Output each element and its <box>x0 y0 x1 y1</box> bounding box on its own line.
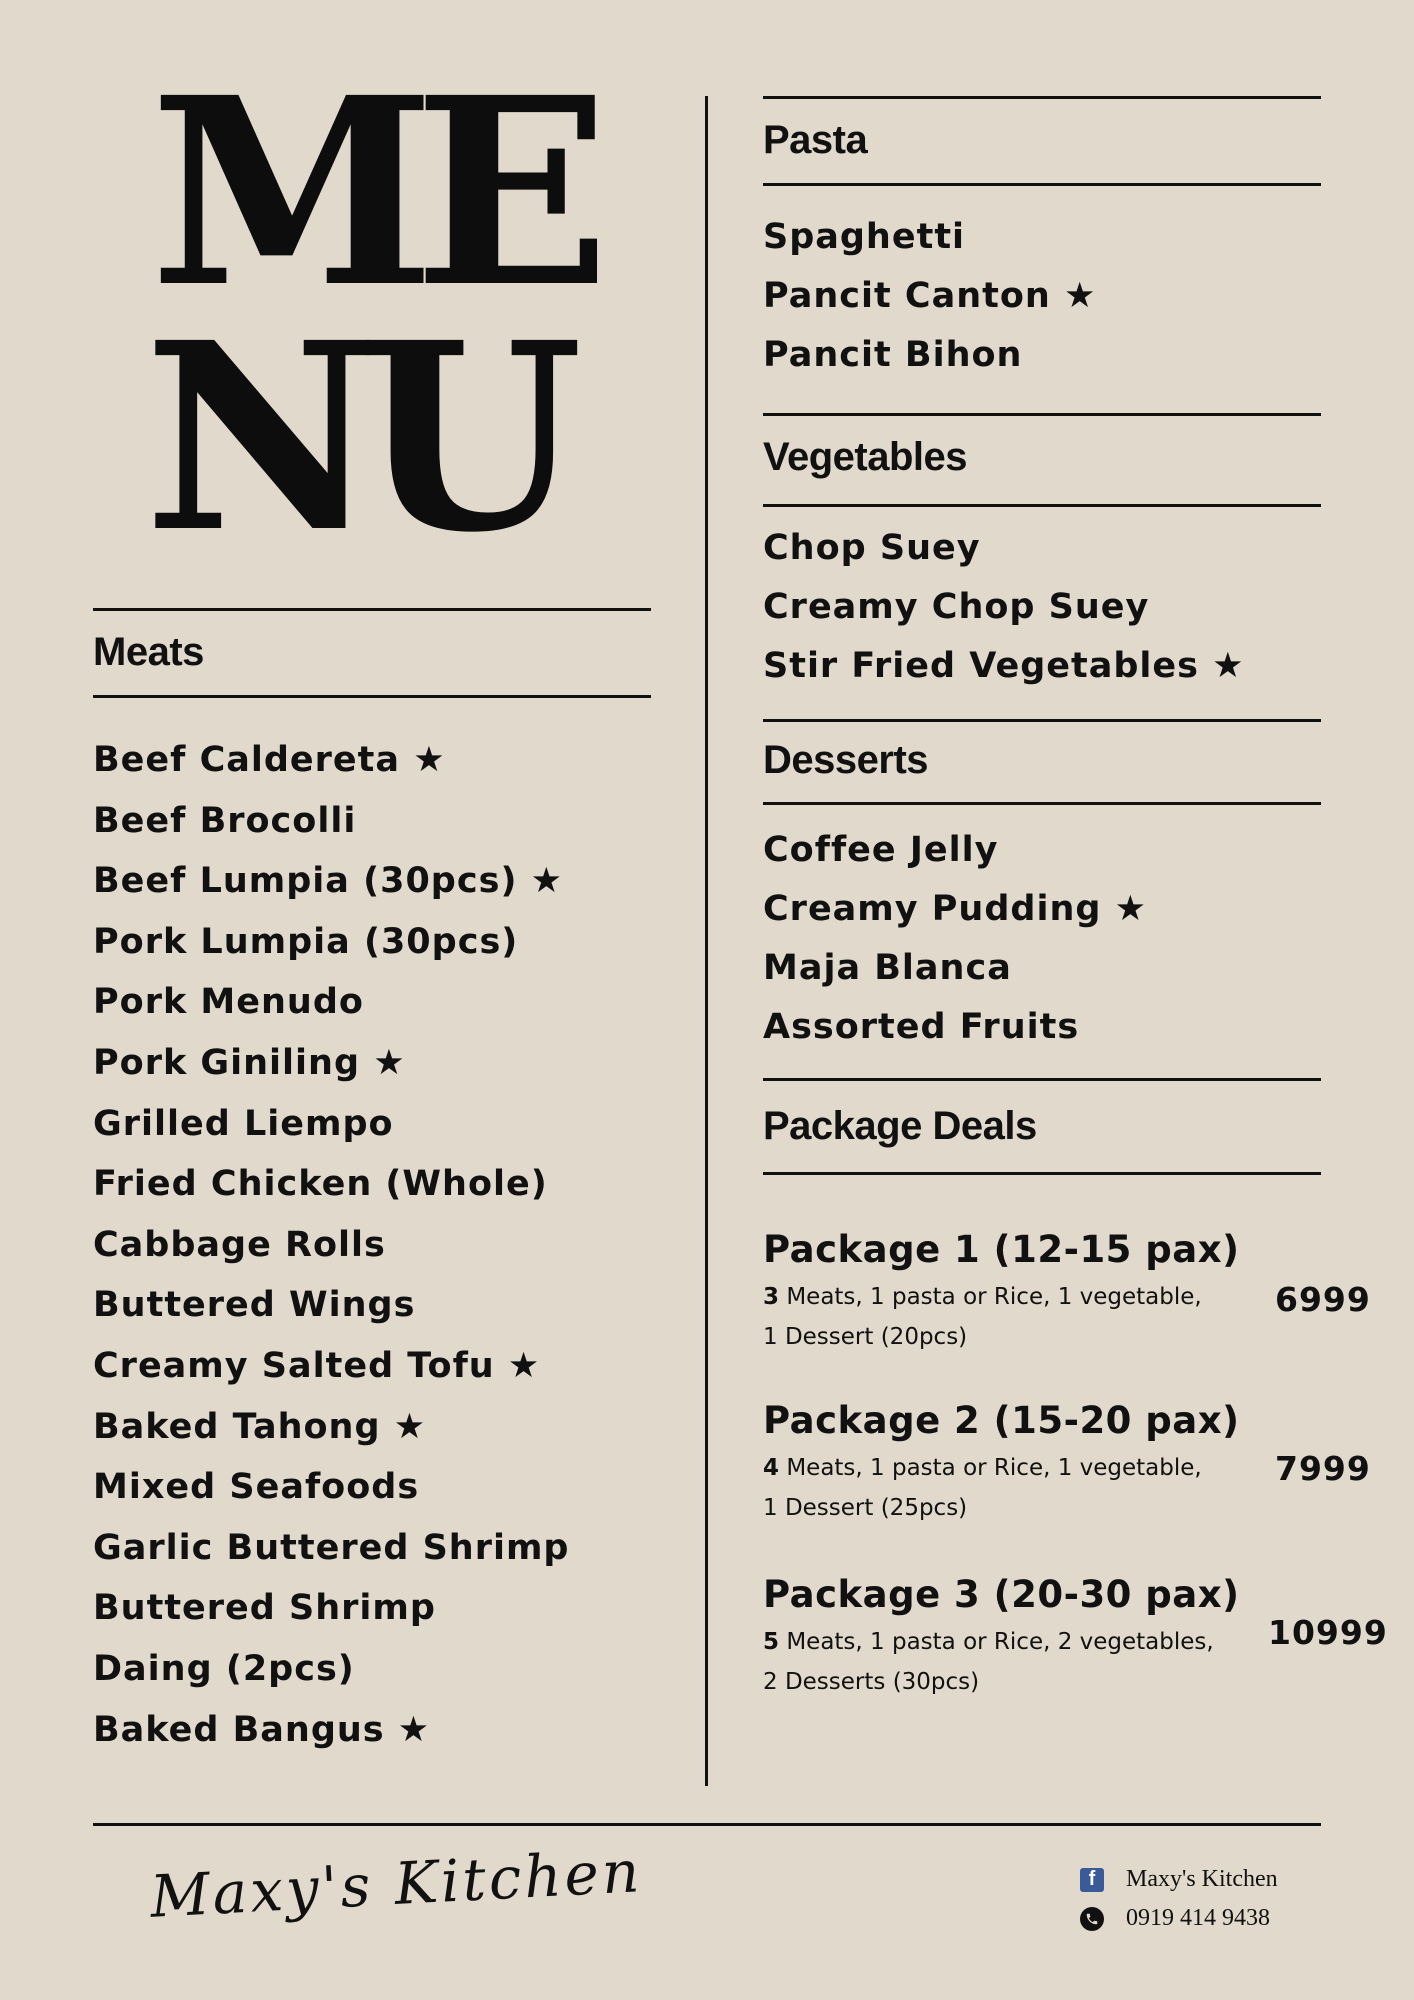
list-item: Garlic Buttered Shrimp <box>93 1527 570 1568</box>
list-item: Creamy Chop Suey <box>763 587 1150 627</box>
facebook-icon: f <box>1080 1868 1104 1892</box>
list-item: Daing (2pcs) <box>93 1648 355 1689</box>
footer-rule <box>93 1823 1321 1826</box>
menu-title <box>144 41 600 589</box>
list-item: Beef Caldereta ★ <box>93 740 446 780</box>
list-item: Pancit Bihon <box>763 335 1023 375</box>
desserts-list <box>763 821 1147 1057</box>
package-desc-line2: 2 Desserts (30pcs) <box>763 1669 980 1695</box>
list-item: Pork Menudo <box>93 982 364 1023</box>
list-item: Chop Suey <box>763 528 981 568</box>
package-description <box>763 1448 1243 1528</box>
desserts-rule-bottom <box>763 802 1321 805</box>
package-desc-line1: Meats, 1 pasta or Rice, 1 vegetable, <box>779 1284 1202 1310</box>
pasta-rule-bottom <box>763 183 1321 186</box>
pasta-list <box>763 208 1096 385</box>
list-item: Spaghetti <box>763 217 966 257</box>
list-item: Buttered Shrimp <box>93 1588 436 1629</box>
list-item: Mixed Seafoods <box>93 1467 420 1508</box>
package-description <box>763 1622 1243 1702</box>
list-item: Pork Lumpia (30pcs) <box>93 921 519 962</box>
package-2 <box>763 1399 1383 1528</box>
package-desc-line2: 1 Dessert (20pcs) <box>763 1324 968 1350</box>
desserts-rule-top <box>763 719 1321 722</box>
package-description <box>763 1277 1243 1357</box>
package-price: 10999 <box>1268 1613 1388 1652</box>
vegetables-heading: Vegetables <box>763 435 968 479</box>
pasta-rule-top <box>763 96 1321 99</box>
package-price: 6999 <box>1275 1280 1371 1319</box>
list-item: Assorted Fruits <box>763 1007 1080 1047</box>
phone-contact[interactable] <box>1080 1905 1270 1932</box>
meats-rule-bottom <box>93 695 651 698</box>
list-item: Creamy Salted Tofu ★ <box>93 1345 541 1386</box>
package-desc-line1: Meats, 1 pasta or Rice, 1 vegetable, <box>779 1455 1202 1481</box>
list-item: Cabbage Rolls <box>93 1224 386 1265</box>
package-desc-line2: 1 Dessert (25pcs) <box>763 1495 968 1521</box>
meats-rule-top <box>93 608 651 611</box>
desserts-heading: Desserts <box>763 738 929 782</box>
package-meat-count: 5 <box>763 1629 780 1655</box>
vegetables-list <box>763 519 1245 696</box>
meats-list <box>93 730 569 1760</box>
packages-rule-top <box>763 1078 1321 1081</box>
phone-number: 0919 414 9438 <box>1126 1905 1270 1931</box>
list-item: Maja Blanca <box>763 948 1012 988</box>
menu-title-line1: ME <box>150 41 589 344</box>
package-title: Package 1 (12-15 pax) <box>763 1228 1240 1271</box>
phone-icon <box>1080 1907 1104 1931</box>
list-item: Baked Tahong ★ <box>93 1406 427 1447</box>
list-item: Beef Lumpia (30pcs) ★ <box>93 861 564 902</box>
list-item: Pancit Canton ★ <box>763 276 1097 316</box>
column-divider <box>705 96 708 1786</box>
menu-title-line2: NU <box>144 286 561 589</box>
package-meat-count: 3 <box>763 1284 780 1310</box>
vegetables-rule-top <box>763 413 1321 416</box>
package-price: 7999 <box>1275 1449 1371 1488</box>
package-title: Package 2 (15-20 pax) <box>763 1399 1240 1442</box>
list-item: Creamy Pudding ★ <box>763 889 1147 929</box>
list-item: Grilled Liempo <box>93 1103 394 1144</box>
package-1 <box>763 1228 1383 1357</box>
list-item: Fried Chicken (Whole) <box>93 1164 548 1205</box>
package-desc-line1: Meats, 1 pasta or Rice, 2 vegetables, <box>779 1629 1214 1655</box>
brand-signature: Maxy's Kitchen <box>148 1837 644 1931</box>
facebook-name: Maxy's Kitchen <box>1126 1866 1278 1892</box>
package-3 <box>763 1573 1388 1702</box>
list-item: Beef Brocolli <box>93 800 357 841</box>
pasta-heading: Pasta <box>763 118 868 162</box>
list-item: Stir Fried Vegetables ★ <box>763 646 1245 686</box>
list-item: Pork Giniling ★ <box>93 1042 406 1083</box>
packages-heading: Package Deals <box>763 1104 1037 1148</box>
list-item: Buttered Wings <box>93 1285 416 1326</box>
meats-heading: Meats <box>93 630 204 674</box>
package-meat-count: 4 <box>763 1455 780 1481</box>
list-item: Baked Bangus ★ <box>93 1709 431 1750</box>
package-title: Package 3 (20-30 pax) <box>763 1573 1240 1616</box>
facebook-contact[interactable] <box>1080 1866 1278 1893</box>
list-item: Coffee Jelly <box>763 830 999 870</box>
packages-rule-bottom <box>763 1172 1321 1175</box>
vegetables-rule-bottom <box>763 504 1321 507</box>
